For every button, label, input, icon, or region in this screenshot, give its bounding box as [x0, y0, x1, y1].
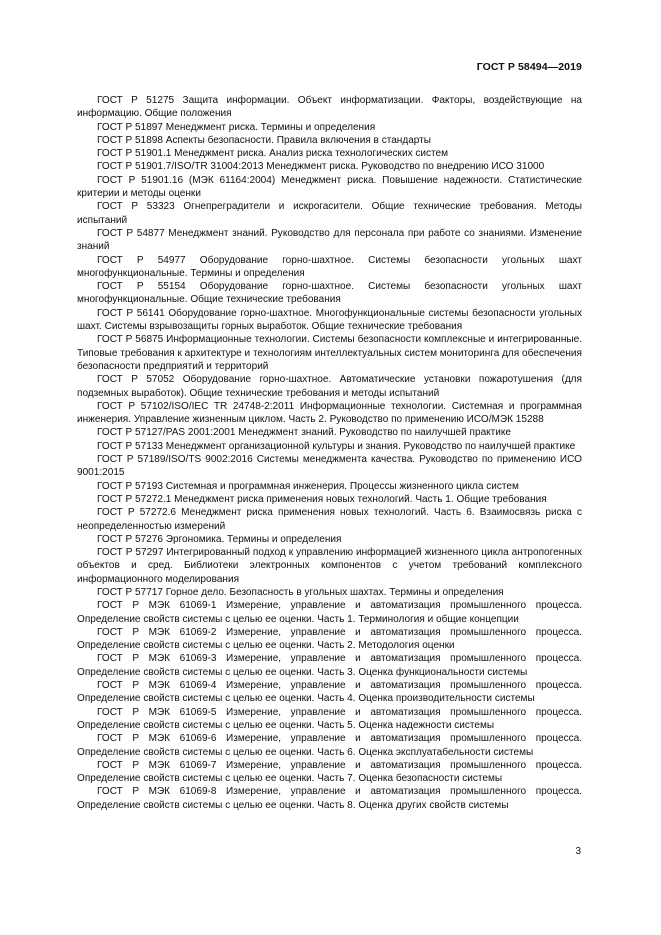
reference-item: ГОСТ Р 57272.1 Менеджмент риска применения новых технологий. Часть 1. Общие требования: [97, 493, 547, 505]
reference-item: ГОСТ Р МЭК 61069-1 Измерение, управление и автоматизация промышленного процесса. Определение свойств системы с целью ее оценки. Часть 1. Терминология и общие концепции: [77, 600, 582, 625]
reference-item: ГОСТ Р 57189/ISO/TS 9002:2016 Системы менеджмента качества. Руководство по применению ИСО 9001:2015: [77, 454, 582, 479]
document-id: ГОСТ Р 58494—2019: [476, 61, 582, 73]
reference-item: ГОСТ Р 55154 Оборудование горно-шахтное. Системы безопасности угольных шахт многофункциональные. Общие технические требования: [77, 281, 582, 306]
reference-item: ГОСТ Р 51898 Аспекты безопасности. Правила включения в стандарты: [97, 134, 431, 146]
reference-item: ГОСТ Р 51901.7/ISO/TR 31004:2013 Менеджмент риска. Руководство по внедрению ИСО 31000: [97, 161, 545, 173]
reference-item: ГОСТ Р 57717 Горное дело. Безопасность в угольных шахтах. Термины и определения: [97, 586, 504, 598]
reference-item: ГОСТ Р 54877 Менеджмент знаний. Руководство для персонала при работе со знаниями. Изменение знаний: [77, 227, 582, 253]
reference-item: ГОСТ Р 57133 Менеджмент организационной культуры и знания. Руководство по наилучшей практике: [97, 440, 576, 452]
reference-item: ГОСТ Р 57052 Оборудование горно-шахтное. Автоматические установки пожаротушения (для подземных выработок). Общие технические требования и методы испытаний: [77, 374, 582, 399]
reference-item: ГОСТ Р 51275 Защита информации. Объект информатизации. Факторы, воздействующие на информацию. Общие положения: [77, 95, 582, 120]
reference-item: ГОСТ Р 56141 Оборудование горно-шахтное. Многофункциональные системы безопасности угольных шахт. Системы взрывозащиты горных выработок. Общие технические требования: [77, 307, 582, 333]
reference-item: ГОСТ Р МЭК 61069-3 Измерение, управление и автоматизация промышленного процесса. Определение свойств системы с целью ее оценки. Часть 3. Оценка функциональности системы: [77, 653, 582, 678]
reference-item: ГОСТ Р 57276 Эргономика. Термины и определения: [97, 533, 342, 545]
reference-item: ГОСТ Р 51901.1 Менеджмент риска. Анализ риска технологических систем: [97, 148, 449, 160]
reference-item: ГОСТ Р 57193 Системная и программная инженерия. Процессы жизненного цикла систем: [97, 480, 519, 492]
reference-item: ГОСТ Р МЭК 61069-7 Измерение, управление и автоматизация промышленного процесса. Определение свойств системы с целью ее оценки. Часть 7. Оценка безопасности системы: [77, 759, 582, 785]
page-number: 3: [575, 846, 581, 857]
reference-item: ГОСТ Р МЭК 61069-8 Измерение, управление и автоматизация промышленного процесса. Определение свойств системы с целью ее оценки. Часть 8. Оценка других свойств системы: [77, 786, 582, 811]
reference-item: ГОСТ Р МЭК 61069-6 Измерение, управление и автоматизация промышленного процесса. Определение свойств системы с целью ее оценки. Часть 6. Оценка эксплуатабельности системы: [77, 733, 582, 758]
reference-item: ГОСТ Р 51897 Менеджмент риска. Термины и определения: [97, 121, 376, 133]
reference-item: ГОСТ Р 51901.16 (МЭК 61164:2004) Менеджмент риска. Повышение надежности. Статистические критерии и методы оценки: [77, 174, 582, 200]
reference-item: ГОСТ Р МЭК 61069-4 Измерение, управление и автоматизация промышленного процесса. Определение свойств системы с целью ее оценки. Часть 4. Оценка производительности системы: [77, 680, 582, 705]
normative-references: [77, 94, 582, 812]
reference-item: ГОСТ Р 54977 Оборудование горно-шахтное. Системы безопасности угольных шахт многофункциональные. Термины и определения: [77, 254, 582, 279]
reference-item: ГОСТ Р 57102/ISO/IEC TR 24748-2:2011 Информационные технологии. Системная и программная инженерия. Управление жизненным циклом. Часть 2. Руководство по применению ИСО/МЭК 15288: [77, 400, 582, 426]
reference-item: ГОСТ Р МЭК 61069-5 Измерение, управление и автоматизация промышленного процесса. Определение свойств системы с целью ее оценки. Часть 5. Оценка надежности системы: [77, 706, 582, 731]
reference-item: ГОСТ Р 57127/PAS 2001:2001 Менеджмент знаний. Руководство по наилучшей практике: [97, 427, 511, 439]
reference-item: ГОСТ Р 53323 Огнепреградители и искрогасители. Общие технические требования. Методы испытаний: [77, 201, 582, 226]
reference-item: ГОСТ Р 56875 Информационные технологии. Системы безопасности комплексные и интегрированные. Типовые требования к архитектуре и технологиям интеллектуальных систем мониторинга для обеспечения безопасности предприятий и территорий: [77, 334, 582, 372]
reference-item: ГОСТ Р МЭК 61069-2 Измерение, управление и автоматизация промышленного процесса. Определение свойств системы с целью ее оценки. Часть 2. Методология оценки: [77, 626, 582, 652]
reference-item: ГОСТ Р 57297 Интегрированный подход к управлению информацией жизненного цикла антропогенных объектов и сред. Библиотеки электронных компонентов с учетом требований комплексного информационного моделирования: [77, 547, 582, 585]
reference-item: ГОСТ Р 57272.6 Менеджмент риска применения новых технологий. Часть 6. Взаимосвязь риска с неопределенностью измерений: [77, 507, 582, 532]
